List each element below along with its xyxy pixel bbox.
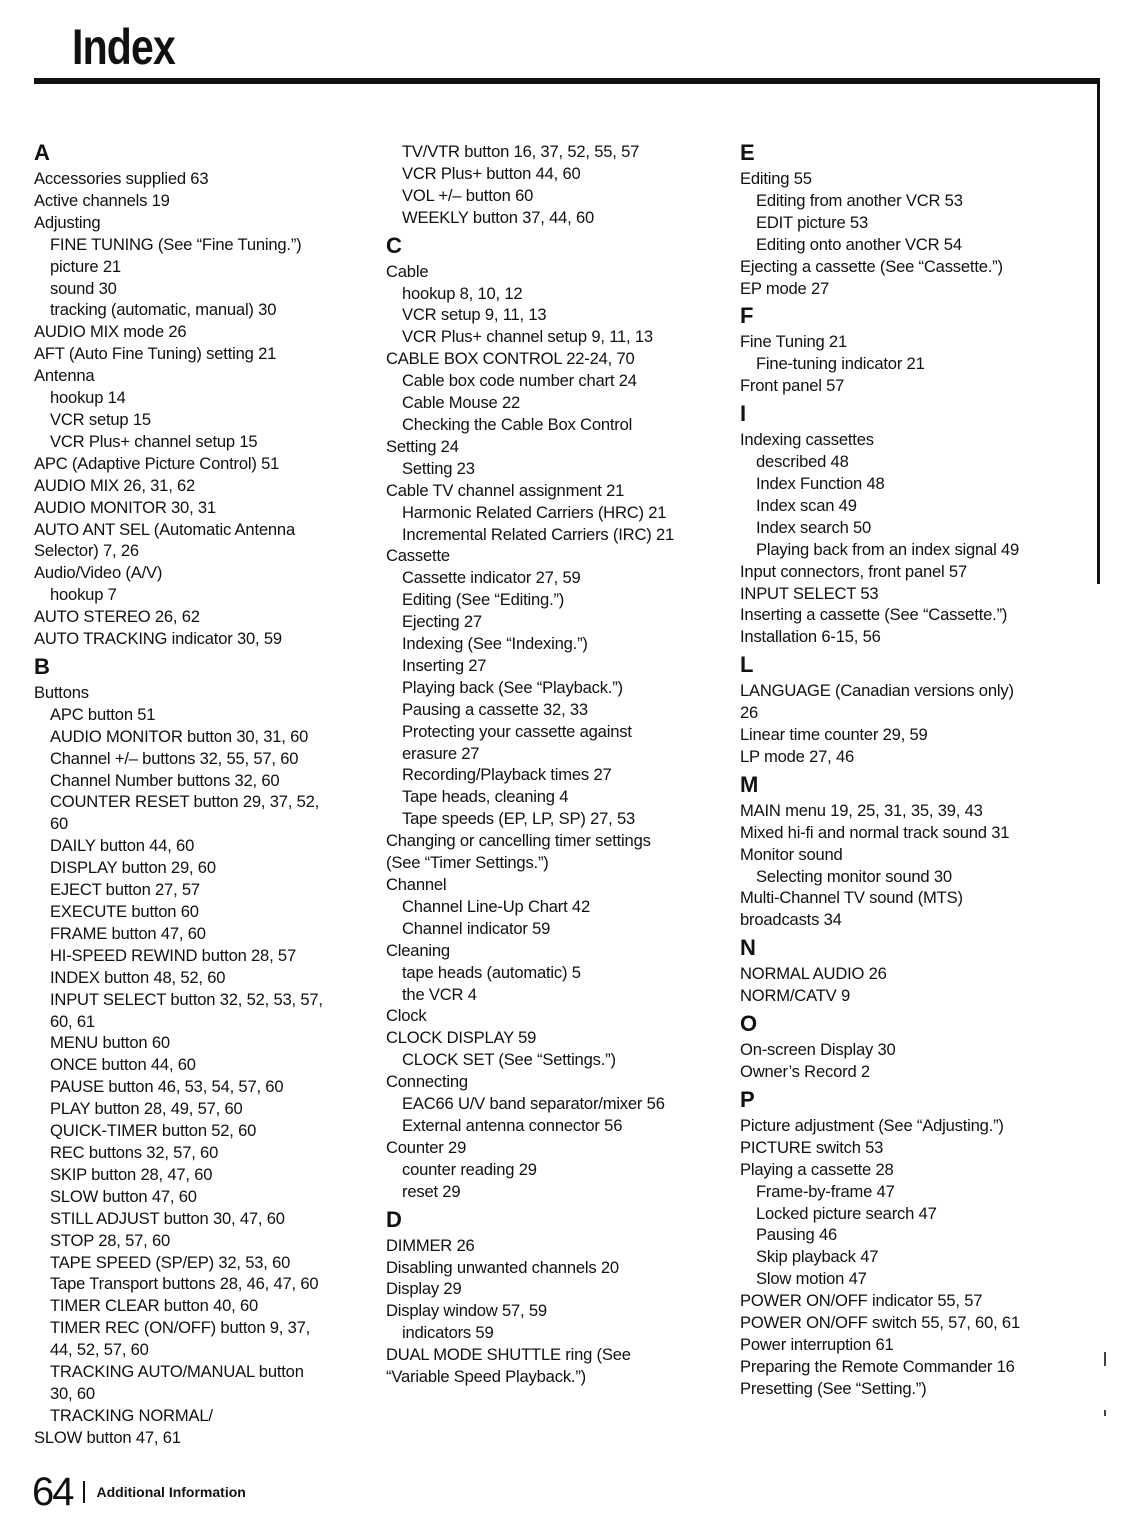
index-entry: CLOCK DISPLAY 59 xyxy=(386,1028,537,1048)
index-entry: POWER ON/OFF indicator 55, 57 xyxy=(740,1291,983,1311)
index-subentry: FRAME button 47, 60 xyxy=(50,923,206,943)
index-entry: AUTO TRACKING indicator 30, 59 xyxy=(34,629,282,649)
index-subentry: Channel indicator 59 xyxy=(402,918,551,938)
index-subentry: 60, 61 xyxy=(50,1011,95,1031)
index-subentry: Cassette indicator 27, 59 xyxy=(402,568,581,588)
index-subentry: 44, 52, 57, 60 xyxy=(50,1340,149,1360)
index-entry: Presetting (See “Setting.”) xyxy=(740,1378,927,1398)
index-entry: AFT (Auto Fine Tuning) setting 21 xyxy=(34,344,277,364)
index-entry: LP mode 27, 46 xyxy=(740,746,855,766)
index-entry: Cable TV channel assignment 21 xyxy=(386,480,625,500)
index-entry: Cleaning xyxy=(386,940,450,960)
index-subentry: Setting 23 xyxy=(402,458,475,478)
index-entry: Linear time counter 29, 59 xyxy=(740,725,928,745)
index-subentry: the VCR 4 xyxy=(402,984,477,1004)
page-footer xyxy=(32,1472,246,1512)
index-entry: Editing 55 xyxy=(740,169,812,188)
index-entry: On-screen Display 30 xyxy=(740,1040,896,1060)
index-subentry: Pausing a cassette 32, 33 xyxy=(402,699,588,719)
index-subentry: HI-SPEED REWIND button 28, 57 xyxy=(50,945,296,965)
index-subentry: Checking the Cable Box Control xyxy=(402,414,633,434)
index-letter-heading: F xyxy=(740,303,754,329)
index-column-3 xyxy=(740,136,1100,1400)
index-subentry: VCR Plus+ channel setup 15 xyxy=(50,431,258,451)
index-subentry: DISPLAY button 29, 60 xyxy=(50,858,216,878)
index-subentry: tracking (automatic, manual) 30 xyxy=(50,300,277,320)
index-entry: Inserting a cassette (See “Cassette.”) xyxy=(740,605,1008,625)
index-entry: Display 29 xyxy=(386,1279,462,1299)
index-entry: POWER ON/OFF switch 55, 57, 60, 61 xyxy=(740,1313,1020,1333)
index-letter-heading: I xyxy=(740,401,746,427)
index-entry: Multi-Channel TV sound (MTS) xyxy=(740,888,963,908)
index-entry: DUAL MODE SHUTTLE ring (See xyxy=(386,1345,631,1365)
index-entry: Preparing the Remote Commander 16 xyxy=(740,1356,1015,1376)
index-subentry: Cable box code number chart 24 xyxy=(402,371,637,391)
index-subentry: Index search 50 xyxy=(756,517,872,537)
index-subentry: reset 29 xyxy=(402,1181,461,1201)
index-letter-heading: M xyxy=(740,771,759,797)
index-subentry: picture 21 xyxy=(50,256,121,276)
index-entry: EP mode 27 xyxy=(740,278,830,298)
index-entry: “Variable Speed Playback.”) xyxy=(386,1367,586,1387)
index-subentry: EDIT picture 53 xyxy=(756,212,868,232)
index-subentry: Index Function 48 xyxy=(756,473,885,493)
index-entry: Ejecting a cassette (See “Cassette.”) xyxy=(740,256,1003,276)
index-subentry: INPUT SELECT button 32, 52, 53, 57, xyxy=(50,989,323,1009)
index-letter-heading: P xyxy=(740,1086,755,1112)
index-entry: Fine Tuning 21 xyxy=(740,332,847,352)
index-subentry: Editing (See “Editing.”) xyxy=(402,590,565,610)
index-subentry: Index scan 49 xyxy=(756,495,857,515)
page-number: 64 xyxy=(32,1470,73,1514)
index-entry: (See “Timer Settings.”) xyxy=(386,853,549,873)
index-entry: Cable xyxy=(386,261,429,281)
index-subentry: described 48 xyxy=(756,452,849,472)
index-entry: LANGUAGE (Canadian versions only) xyxy=(740,681,1014,701)
index-subentry: Indexing (See “Indexing.”) xyxy=(402,634,588,654)
index-subentry: SKIP button 28, 47, 60 xyxy=(50,1164,213,1184)
index-subentry: WEEKLY button 37, 44, 60 xyxy=(402,207,594,227)
section-name: Additional Information xyxy=(96,1484,246,1500)
index-letter-heading: N xyxy=(740,935,756,961)
index-subentry: Recording/Playback times 27 xyxy=(402,765,612,785)
index-letter-heading: B xyxy=(34,653,50,679)
index-entry: Audio/Video (A/V) xyxy=(34,563,163,583)
index-subentry: Tape heads, cleaning 4 xyxy=(402,787,569,807)
index-entry: Cassette xyxy=(386,546,450,566)
index-subentry: Playing back from an index signal 49 xyxy=(756,539,1020,559)
index-subentry: hookup 8, 10, 12 xyxy=(402,283,523,303)
index-subentry: DAILY button 44, 60 xyxy=(50,836,195,856)
index-entry: Owner’s Record 2 xyxy=(740,1062,870,1081)
index-entry: AUTO STEREO 26, 62 xyxy=(34,607,200,627)
index-subentry: PLAY button 28, 49, 57, 60 xyxy=(50,1099,243,1119)
index-subentry: EAC66 U/V band separator/mixer 56 xyxy=(402,1094,665,1114)
index-subentry: AUDIO MONITOR button 30, 31, 60 xyxy=(50,726,309,746)
index-column-1 xyxy=(34,136,394,1449)
index-letter-heading: A xyxy=(34,140,50,165)
index-subentry: counter reading 29 xyxy=(402,1159,537,1179)
index-entry: Picture adjustment (See “Adjusting.”) xyxy=(740,1115,1004,1135)
index-entry: Channel xyxy=(386,875,447,894)
index-subentry: Cable Mouse 22 xyxy=(402,393,521,413)
header-rule xyxy=(34,78,1100,84)
index-entry: Changing or cancelling timer settings xyxy=(386,831,651,851)
index-entry: AUDIO MIX mode 26 xyxy=(34,322,187,342)
index-subentry: hookup 7 xyxy=(50,585,117,605)
index-subentry: Tape Transport buttons 28, 46, 47, 60 xyxy=(50,1274,319,1294)
index-subentry: Selecting monitor sound 30 xyxy=(756,866,952,886)
index-subentry: VCR Plus+ channel setup 9, 11, 13 xyxy=(402,327,653,347)
index-entry: Buttons xyxy=(34,682,89,702)
index-subentry: TV/VTR button 16, 37, 52, 55, 57 xyxy=(402,142,640,161)
index-subentry: Fine-tuning indicator 21 xyxy=(756,354,925,374)
index-entry: Accessories supplied 63 xyxy=(34,169,209,188)
index-subentry: erasure 27 xyxy=(402,743,480,763)
index-subentry: Channel +/– buttons 32, 55, 57, 60 xyxy=(50,748,299,768)
index-entry: DIMMER 26 xyxy=(386,1235,475,1255)
index-column-2 xyxy=(386,141,746,1388)
index-subentry: VCR setup 15 xyxy=(50,409,151,429)
index-subentry: Skip playback 47 xyxy=(756,1247,879,1267)
index-entry: Setting 24 xyxy=(386,436,459,456)
page-title: Index xyxy=(72,19,175,75)
index-entry: Adjusting xyxy=(34,212,101,232)
index-entry: broadcasts 34 xyxy=(740,910,842,930)
scan-mark xyxy=(1104,1352,1106,1366)
index-subentry: Playing back (See “Playback.”) xyxy=(402,677,623,697)
index-subentry: EJECT button 27, 57 xyxy=(50,880,200,900)
index-entry: Playing a cassette 28 xyxy=(740,1159,894,1179)
index-entry: Connecting xyxy=(386,1072,468,1092)
index-entry: Clock xyxy=(386,1006,427,1026)
index-subentry: Channel Number buttons 32, 60 xyxy=(50,770,280,790)
index-subentry: TIMER CLEAR button 40, 60 xyxy=(50,1296,259,1316)
index-subentry: REC buttons 32, 57, 60 xyxy=(50,1142,219,1162)
index-entry: Input connectors, front panel 57 xyxy=(740,561,967,581)
scan-mark xyxy=(1104,1410,1106,1416)
index-subentry: Incremental Related Carriers (IRC) 21 xyxy=(402,524,675,544)
index-subentry: TRACKING AUTO/MANUAL button xyxy=(50,1362,304,1382)
index-subentry: Pausing 46 xyxy=(756,1225,838,1245)
index-entry: NORM/CATV 9 xyxy=(740,986,850,1006)
index-entry: PICTURE switch 53 xyxy=(740,1137,884,1157)
index-subentry: EXECUTE button 60 xyxy=(50,902,199,921)
index-subentry: indicators 59 xyxy=(402,1323,494,1343)
index-subentry: CLOCK SET (See “Settings.”) xyxy=(402,1050,616,1070)
index-entry: MAIN menu 19, 25, 31, 35, 39, 43 xyxy=(740,800,983,820)
index-entry: Front panel 57 xyxy=(740,376,845,396)
index-subentry: Slow motion 47 xyxy=(756,1269,867,1289)
index-subentry: External antenna connector 56 xyxy=(402,1115,623,1135)
index-subentry: Editing onto another VCR 54 xyxy=(756,234,962,254)
index-entry: AUDIO MIX 26, 31, 62 xyxy=(34,475,196,495)
index-entry: SLOW button 47, 61 xyxy=(34,1427,181,1447)
index-entry: AUDIO MONITOR 30, 31 xyxy=(34,497,216,517)
index-subentry: Locked picture search 47 xyxy=(756,1203,937,1223)
index-subentry: COUNTER RESET button 29, 37, 52, xyxy=(50,792,320,812)
index-subentry: Harmonic Related Carriers (HRC) 21 xyxy=(402,502,667,522)
index-subentry: QUICK-TIMER button 52, 60 xyxy=(50,1121,257,1141)
index-subentry: Tape speeds (EP, LP, SP) 27, 53 xyxy=(402,809,636,829)
index-letter-heading: O xyxy=(740,1011,757,1037)
index-letter-heading: D xyxy=(386,1206,402,1232)
index-subentry: Protecting your cassette against xyxy=(402,721,632,741)
index-subentry: hookup 14 xyxy=(50,388,126,408)
index-subentry: TRACKING NORMAL/ xyxy=(50,1405,213,1425)
index-subentry: VOL +/– button 60 xyxy=(402,185,534,205)
index-entry: INPUT SELECT 53 xyxy=(740,583,879,603)
index-subentry: TIMER REC (ON/OFF) button 9, 37, xyxy=(50,1318,311,1338)
index-entry: Monitor sound xyxy=(740,844,843,864)
index-letter-heading: L xyxy=(740,652,754,678)
index-subentry: TAPE SPEED (SP/EP) 32, 53, 60 xyxy=(50,1252,291,1272)
index-entry: APC (Adaptive Picture Control) 51 xyxy=(34,453,280,473)
index-entry: CABLE BOX CONTROL 22-24, 70 xyxy=(386,349,635,369)
index-letter-heading: C xyxy=(386,232,402,258)
index-subentry: Inserting 27 xyxy=(402,655,487,675)
index-subentry: STOP 28, 57, 60 xyxy=(50,1230,171,1250)
index-entry: Disabling unwanted channels 20 xyxy=(386,1257,619,1277)
index-entry: 26 xyxy=(740,703,759,723)
index-subentry: APC button 51 xyxy=(50,704,156,724)
index-entry: AUTO ANT SEL (Automatic Antenna xyxy=(34,519,295,539)
index-subentry: SLOW button 47, 60 xyxy=(50,1186,197,1206)
index-subentry: VCR Plus+ button 44, 60 xyxy=(402,163,581,183)
index-subentry: sound 30 xyxy=(50,278,117,298)
index-subentry: MENU button 60 xyxy=(50,1033,170,1053)
index-entry: Installation 6-15, 56 xyxy=(740,627,881,647)
index-entry: Indexing cassettes xyxy=(740,430,874,450)
index-subentry: Channel Line-Up Chart 42 xyxy=(402,896,590,916)
index-entry: Active channels 19 xyxy=(34,190,170,210)
index-subentry: tape heads (automatic) 5 xyxy=(402,962,581,982)
index-entry: Power interruption 61 xyxy=(740,1334,894,1354)
index-entry: Display window 57, 59 xyxy=(386,1301,547,1321)
index-subentry: 60 xyxy=(50,814,69,834)
index-subentry: Frame-by-frame 47 xyxy=(756,1181,895,1201)
index-subentry: FINE TUNING (See “Fine Tuning.”) xyxy=(50,234,302,254)
index-subentry: Editing from another VCR 53 xyxy=(756,190,963,210)
index-entry: Selector) 7, 26 xyxy=(34,541,139,561)
index-subentry: ONCE button 44, 60 xyxy=(50,1055,196,1075)
index-subentry: Ejecting 27 xyxy=(402,612,482,632)
index-entry: Antenna xyxy=(34,366,95,386)
index-subentry: STILL ADJUST button 30, 47, 60 xyxy=(50,1208,285,1228)
index-subentry: VCR setup 9, 11, 13 xyxy=(402,305,547,325)
index-entry: Counter 29 xyxy=(386,1137,467,1157)
footer-divider xyxy=(83,1481,85,1503)
index-subentry: 30, 60 xyxy=(50,1383,95,1403)
index-subentry: PAUSE button 46, 53, 54, 57, 60 xyxy=(50,1077,284,1097)
index-subentry: INDEX button 48, 52, 60 xyxy=(50,967,226,987)
index-entry: NORMAL AUDIO 26 xyxy=(740,964,887,984)
index-entry: Mixed hi-fi and normal track sound 31 xyxy=(740,822,1010,842)
index-letter-heading: E xyxy=(740,140,755,165)
